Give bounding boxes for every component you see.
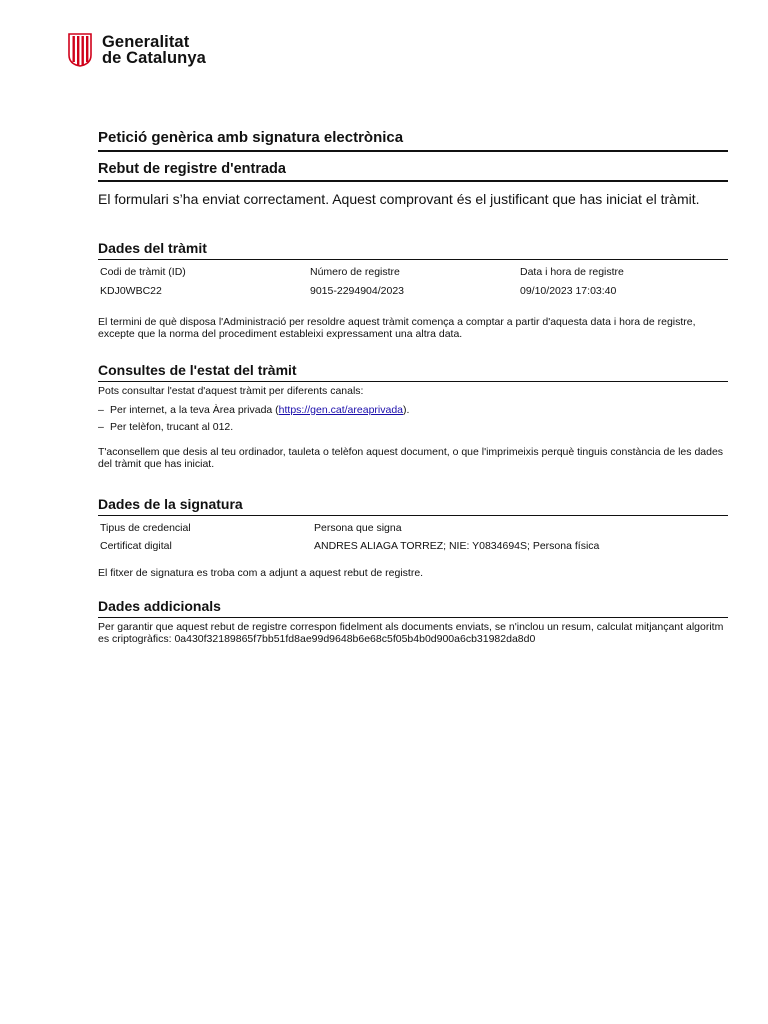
section-signatura [98,495,728,579]
document-title: Petició genèrica amb signatura electrònica [98,128,728,152]
section-title-consultes: Consultes de l'estat del tràmit [98,361,728,382]
generalitat-logo [66,32,206,68]
signatura-header-credencial: Tipus de credencial [100,522,191,534]
area-privada-link[interactable]: https://gen.cat/areaprivada [278,404,404,416]
logo-wordmark [102,34,206,66]
intro-text: El formulari s’ha enviat correctament. Aquest comprovant és el justificant que has iniciat el tràmit. [98,191,700,207]
section-title-signatura: Dades de la signatura [98,495,728,516]
section-addicionals [98,597,728,645]
signatura-note: El fitxer de signatura es troba com a adjunt a aquest rebut de registre. [98,567,424,579]
signatura-value-credencial: Certificat digital [100,540,172,552]
signatura-col-persona [312,521,728,553]
section-tramit [98,239,728,340]
tramit-value-id: KDJ0WBC22 [100,285,162,297]
tramit-col-data [518,265,728,298]
list-item-internet [98,402,728,419]
tramit-value-data: 09/10/2023 17:03:40 [520,285,617,297]
consultes-intro: Pots consultar l'estat d'aquest tràmit per diferents canals: [98,385,364,397]
list-item-telefon: – Per telèfon, trucant al 012. [98,419,728,436]
section-title-tramit: Dades del tràmit [98,239,728,260]
signatura-value-persona: ANDRES ALIAGA TORREZ; NIE: Y0834694S; Persona física [313,540,600,552]
signatura-col-credencial [98,521,312,553]
senyera-shield-icon [66,33,94,67]
addicionals-text: Per garantir que aquest rebut de registre correspon fidelment als documents enviats, se n'inclou un resum, calculat mitjançant algoritmes criptogràfics: 0a430f32189865f7bb51fd8ae99d9648b6e68c5f05b4b0d900a6cb31982da8d0 [98,621,724,645]
logo-line-1: Generalitat [102,33,190,51]
document-body [98,128,728,645]
section-title-addicionals: Dades addicionals [98,597,728,618]
tramit-header-data: Data i hora de registre [520,266,624,278]
tramit-note: El termini de què disposa l'Administració per resoldre aquest tràmit comença a comptar a partir d'aquesta data i hora de registre, excepte que la norma del procediment estableixi expressament una altra data. [98,316,696,340]
logo-line-2: de Catalunya [102,49,206,67]
document-subtitle: Rebut de registre d'entrada [98,152,728,182]
section-consultes [98,361,728,470]
consultes-advice: T'aconsellem que desis al teu ordinador, tauleta o telèfon aquest document, o que l'imprimeixis perquè tinguis constància de les dades del tràmit que has iniciat. [98,446,724,470]
tramit-grid [98,265,728,298]
tramit-value-registre: 9015-2294904/2023 [310,285,405,297]
tramit-header-id: Codi de tràmit (ID) [100,266,186,278]
tramit-header-registre: Número de registre [310,266,400,278]
signatura-header-persona: Persona que signa [313,522,402,534]
consultes-list [98,402,728,436]
tramit-col-registre [308,265,518,298]
signatura-grid [98,521,728,553]
tramit-col-id [98,265,308,298]
internet-prefix: Per internet, a la teva Àrea privada ( [110,404,279,416]
internet-suffix: ). [403,404,410,416]
